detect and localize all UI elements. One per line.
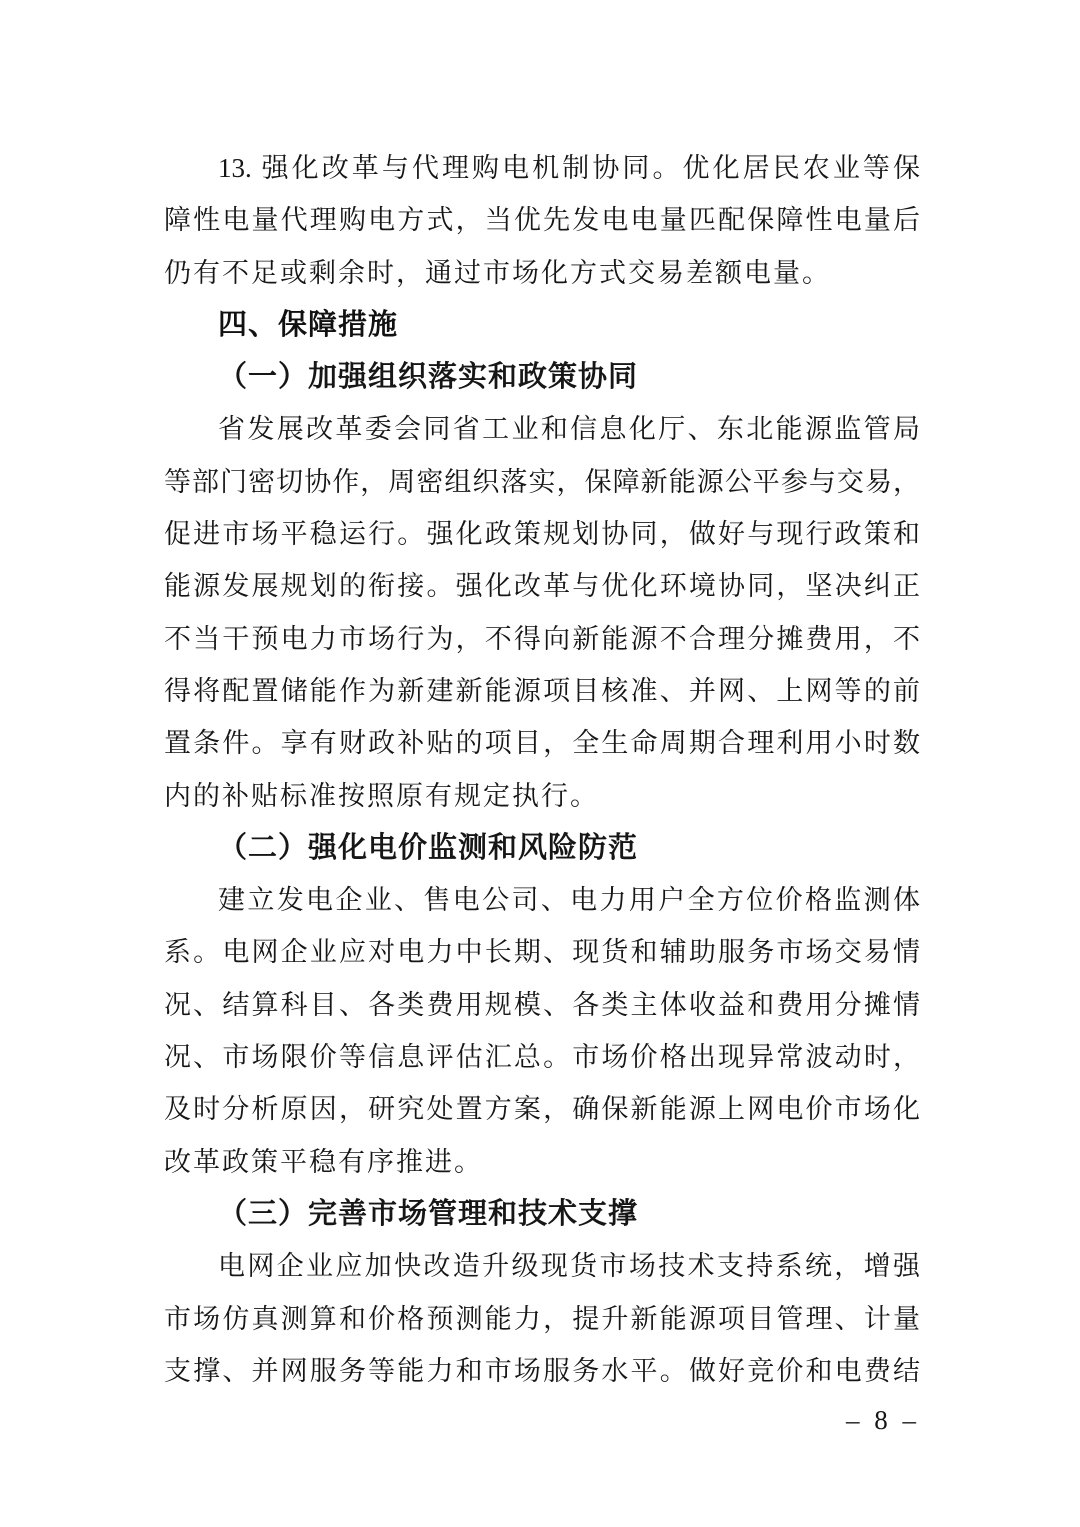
page-number: – 8 – (846, 1405, 920, 1435)
document-text-block (164, 142, 920, 1397)
body-line-paragraph-start: 电网企业应加快改造升级现货市场技术支持系统，增强 (218, 1251, 920, 1282)
subsection-heading-3: （三）完善市场管理和技术支撑 (218, 1197, 639, 1230)
section-heading-4: 四、保障措施 (218, 308, 399, 341)
body-line-paragraph-start: 建立发电企业、售电公司、电力用户全方位价格监测体 (218, 885, 920, 916)
body-line-item13-start: 13. 强化改革与代理购电机制协同。优化居民农业等保 (218, 153, 920, 183)
body-line-paragraph-end: 改革政策平稳有序推进。 (164, 1146, 483, 1177)
body-line: 能源发展规划的衔接。强化改革与优化环境协同，坚决纠正 (164, 571, 920, 602)
body-line: 况、结算科目、各类费用规模、各类主体收益和费用分摊情 (164, 989, 920, 1020)
body-line-paragraph-end: 内的补贴标准按照原有规定执行。 (164, 780, 599, 811)
body-line: 得将配置储能作为新建新能源项目核准、并网、上网等的前 (164, 675, 920, 706)
body-line: 及时分析原因，研究处置方案，确保新能源上网电价市场化 (164, 1094, 920, 1125)
body-line-paragraph-start: 省发展改革委会同省工业和信息化厅、东北能源监管局 (218, 414, 920, 445)
body-line: 支撑、并网服务等能力和市场服务水平。做好竞价和电费结 (164, 1355, 920, 1386)
body-line: 市场仿真测算和价格预测能力，提升新能源项目管理、计量 (164, 1303, 920, 1334)
subsection-heading-2: （二）强化电价监测和风险防范 (218, 831, 639, 864)
subsection-heading-1: （一）加强组织落实和政策协同 (218, 361, 639, 394)
body-line: 况、市场限价等信息评估汇总。市场价格出现异常波动时， (164, 1042, 920, 1073)
body-line: 置条件。享有财政补贴的项目，全生命周期合理利用小时数 (164, 728, 920, 759)
body-line: 等部门密切协作，周密组织落实，保障新能源公平参与交易， (164, 466, 920, 497)
body-line: 系。电网企业应对电力中长期、现货和辅助服务市场交易情 (164, 937, 920, 968)
body-line: 障性电量代理购电方式，当优先发电电量匹配保障性电量后 (164, 205, 920, 236)
body-line: 促进市场平稳运行。强化政策规划协同，做好与现行政策和 (164, 519, 920, 550)
body-line-paragraph-end: 仍有不足或剩余时，通过市场化方式交易差额电量。 (164, 257, 831, 288)
body-line: 不当干预电力市场行为，不得向新能源不合理分摊费用，不 (164, 623, 920, 654)
